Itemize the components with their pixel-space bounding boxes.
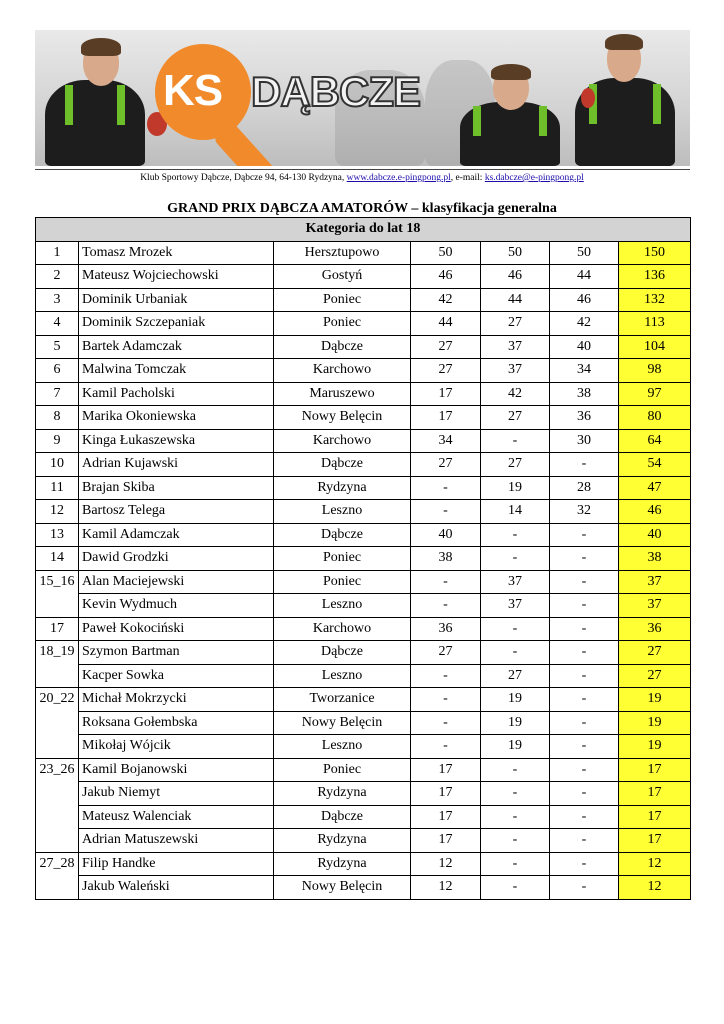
total-points-cell: 27 <box>619 664 691 688</box>
round-2-points-cell: - <box>481 876 550 900</box>
round-2-points-cell: 46 <box>481 265 550 289</box>
round-3-points-cell: - <box>550 758 619 782</box>
round-3-points-cell: - <box>550 594 619 618</box>
player-name-cell: Jakub Niemyt <box>79 782 274 806</box>
club-cell: Tworzanice <box>274 688 411 712</box>
round-1-points-cell: - <box>411 570 481 594</box>
round-2-points-cell: - <box>481 852 550 876</box>
round-1-points-cell: 27 <box>411 453 481 477</box>
player-name-cell: Szymon Bartman <box>79 641 274 665</box>
round-2-points-cell: 14 <box>481 500 550 524</box>
rank-cell <box>36 876 79 900</box>
total-points-cell: 136 <box>619 265 691 289</box>
round-1-points-cell: - <box>411 688 481 712</box>
rank-cell: 7 <box>36 382 79 406</box>
rank-cell: 6 <box>36 359 79 383</box>
player-name-cell: Roksana Gołembska <box>79 711 274 735</box>
club-cell: Poniec <box>274 547 411 571</box>
table-row <box>36 476 691 500</box>
logo-ks-text: KS <box>163 66 223 115</box>
club-cell: Leszno <box>274 735 411 759</box>
round-1-points-cell: 27 <box>411 335 481 359</box>
round-3-points-cell: - <box>550 453 619 477</box>
round-3-points-cell: - <box>550 782 619 806</box>
page-title: GRAND PRIX DĄBCZA AMATORÓW – klasyfikacja generalna <box>167 201 557 216</box>
total-points-cell: 19 <box>619 711 691 735</box>
round-3-points-cell: - <box>550 735 619 759</box>
round-3-points-cell: 34 <box>550 359 619 383</box>
total-points-cell: 46 <box>619 500 691 524</box>
table-row <box>36 547 691 571</box>
club-cell: Nowy Belęcin <box>274 711 411 735</box>
table-row <box>36 312 691 336</box>
round-3-points-cell: 44 <box>550 265 619 289</box>
round-2-points-cell: 37 <box>481 594 550 618</box>
player-name-cell: Adrian Kujawski <box>79 453 274 477</box>
total-points-cell: 17 <box>619 805 691 829</box>
results-body <box>36 241 691 899</box>
total-points-cell: 64 <box>619 429 691 453</box>
club-cell: Karchowo <box>274 359 411 383</box>
table-row <box>36 735 691 759</box>
player-name-cell: Kamil Bojanowski <box>79 758 274 782</box>
round-1-points-cell: 17 <box>411 406 481 430</box>
rank-cell: 3 <box>36 288 79 312</box>
round-3-points-cell: - <box>550 617 619 641</box>
club-cell: Dąbcze <box>274 641 411 665</box>
rank-cell: 9 <box>36 429 79 453</box>
player-name-cell: Dominik Urbaniak <box>79 288 274 312</box>
total-points-cell: 19 <box>619 735 691 759</box>
rank-cell: 11 <box>36 476 79 500</box>
category-header: Kategoria do lat 18 <box>36 218 691 242</box>
round-3-points-cell: 42 <box>550 312 619 336</box>
email-label: , e-mail: <box>450 173 485 183</box>
table-row <box>36 523 691 547</box>
round-3-points-cell: 40 <box>550 335 619 359</box>
round-1-points-cell: 17 <box>411 782 481 806</box>
round-2-points-cell: 37 <box>481 335 550 359</box>
round-2-points-cell: 50 <box>481 241 550 265</box>
player-name-cell: Brajan Skiba <box>79 476 274 500</box>
club-cell: Poniec <box>274 288 411 312</box>
round-2-points-cell: - <box>481 617 550 641</box>
round-2-points-cell: 27 <box>481 664 550 688</box>
club-cell: Nowy Belęcin <box>274 406 411 430</box>
player-name-cell: Mateusz Wojciechowski <box>79 265 274 289</box>
table-row <box>36 594 691 618</box>
club-cell: Dąbcze <box>274 523 411 547</box>
round-3-points-cell: 30 <box>550 429 619 453</box>
player-name-cell: Mateusz Walenciak <box>79 805 274 829</box>
table-row <box>36 688 691 712</box>
rank-cell: 4 <box>36 312 79 336</box>
table-row <box>36 500 691 524</box>
table-row <box>36 617 691 641</box>
round-1-points-cell: - <box>411 711 481 735</box>
club-cell: Leszno <box>274 500 411 524</box>
round-3-points-cell: - <box>550 523 619 547</box>
round-1-points-cell: 27 <box>411 641 481 665</box>
table-row <box>36 335 691 359</box>
round-3-points-cell: - <box>550 876 619 900</box>
table-row <box>36 711 691 735</box>
player-name-cell: Jakub Waleński <box>79 876 274 900</box>
rank-cell: 2 <box>36 265 79 289</box>
table-row <box>36 288 691 312</box>
table-row <box>36 852 691 876</box>
total-points-cell: 37 <box>619 594 691 618</box>
round-1-points-cell: - <box>411 594 481 618</box>
club-cell: Leszno <box>274 664 411 688</box>
table-row <box>36 758 691 782</box>
player-name-cell: Paweł Kokociński <box>79 617 274 641</box>
total-points-cell: 27 <box>619 641 691 665</box>
total-points-cell: 17 <box>619 829 691 853</box>
round-3-points-cell: 50 <box>550 241 619 265</box>
rank-cell: 5 <box>36 335 79 359</box>
table-row <box>36 241 691 265</box>
round-3-points-cell: 32 <box>550 500 619 524</box>
player-name-cell: Malwina Tomczak <box>79 359 274 383</box>
player-name-cell: Bartosz Telega <box>79 500 274 524</box>
round-3-points-cell: 36 <box>550 406 619 430</box>
rank-cell: 1 <box>36 241 79 265</box>
round-1-points-cell: 44 <box>411 312 481 336</box>
table-row <box>36 876 691 900</box>
round-1-points-cell: 50 <box>411 241 481 265</box>
round-1-points-cell: 40 <box>411 523 481 547</box>
rank-cell: 10 <box>36 453 79 477</box>
rank-cell <box>36 735 79 759</box>
website-link[interactable]: www.dabcze.e-pingpong.pl <box>346 173 451 183</box>
total-points-cell: 47 <box>619 476 691 500</box>
table-row <box>36 265 691 289</box>
round-1-points-cell: 17 <box>411 829 481 853</box>
round-1-points-cell: - <box>411 476 481 500</box>
total-points-cell: 12 <box>619 876 691 900</box>
rank-cell: 17 <box>36 617 79 641</box>
round-3-points-cell: - <box>550 547 619 571</box>
total-points-cell: 104 <box>619 335 691 359</box>
round-1-points-cell: - <box>411 735 481 759</box>
rank-cell <box>36 594 79 618</box>
player-name-cell: Marika Okoniewska <box>79 406 274 430</box>
total-points-cell: 37 <box>619 570 691 594</box>
table-row <box>36 641 691 665</box>
total-points-cell: 36 <box>619 617 691 641</box>
round-3-points-cell: - <box>550 829 619 853</box>
table-row <box>36 664 691 688</box>
round-2-points-cell: 37 <box>481 359 550 383</box>
total-points-cell: 97 <box>619 382 691 406</box>
player-name-cell: Tomasz Mrozek <box>79 241 274 265</box>
round-1-points-cell: 12 <box>411 876 481 900</box>
club-cell: Gostyń <box>274 265 411 289</box>
round-2-points-cell: - <box>481 641 550 665</box>
round-2-points-cell: - <box>481 758 550 782</box>
round-3-points-cell: - <box>550 688 619 712</box>
total-points-cell: 54 <box>619 453 691 477</box>
total-points-cell: 98 <box>619 359 691 383</box>
club-cell: Poniec <box>274 570 411 594</box>
logo-club-name: DĄBCZE <box>251 68 420 115</box>
club-cell: Leszno <box>274 594 411 618</box>
round-1-points-cell: 46 <box>411 265 481 289</box>
round-2-points-cell: 37 <box>481 570 550 594</box>
player-name-cell: Kevin Wydmuch <box>79 594 274 618</box>
player-name-cell: Kacper Sowka <box>79 664 274 688</box>
player-name-cell: Bartek Adamczak <box>79 335 274 359</box>
table-row <box>36 406 691 430</box>
player-name-cell: Dawid Grodzki <box>79 547 274 571</box>
rank-cell: 8 <box>36 406 79 430</box>
player-name-cell: Alan Maciejewski <box>79 570 274 594</box>
player-name-cell: Kamil Adamczak <box>79 523 274 547</box>
email-link[interactable]: ks.dabcze@e-pingpong.pl <box>484 173 584 183</box>
rank-cell: 27_28 <box>36 852 79 876</box>
total-points-cell: 150 <box>619 241 691 265</box>
round-3-points-cell: - <box>550 852 619 876</box>
rank-cell: 20_22 <box>36 688 79 712</box>
round-1-points-cell: 17 <box>411 382 481 406</box>
club-cell: Rydzyna <box>274 852 411 876</box>
rank-cell: 23_26 <box>36 758 79 782</box>
round-1-points-cell: 17 <box>411 805 481 829</box>
rank-cell: 12 <box>36 500 79 524</box>
table-row <box>36 570 691 594</box>
club-cell: Rydzyna <box>274 782 411 806</box>
rank-cell <box>36 664 79 688</box>
round-3-points-cell: 28 <box>550 476 619 500</box>
header-divider <box>35 169 690 170</box>
club-cell: Dąbcze <box>274 335 411 359</box>
round-3-points-cell: - <box>550 570 619 594</box>
round-3-points-cell: 38 <box>550 382 619 406</box>
total-points-cell: 80 <box>619 406 691 430</box>
round-2-points-cell: 19 <box>481 735 550 759</box>
paddle-icon <box>581 88 595 108</box>
rank-cell: 13 <box>36 523 79 547</box>
round-1-points-cell: 27 <box>411 359 481 383</box>
player-name-cell: Kamil Pacholski <box>79 382 274 406</box>
contact-address: Klub Sportowy Dąbcze, Dąbcze 94, 64-130 Rydzyna, <box>140 173 347 183</box>
rank-cell <box>36 829 79 853</box>
round-1-points-cell: 36 <box>411 617 481 641</box>
club-cell: Karchowo <box>274 617 411 641</box>
player-name-cell: Filip Handke <box>79 852 274 876</box>
round-3-points-cell: - <box>550 641 619 665</box>
club-cell: Dąbcze <box>274 453 411 477</box>
round-1-points-cell: 34 <box>411 429 481 453</box>
club-cell: Hersztupowo <box>274 241 411 265</box>
rank-cell: 18_19 <box>36 641 79 665</box>
round-1-points-cell: 42 <box>411 288 481 312</box>
round-2-points-cell: 27 <box>481 406 550 430</box>
round-2-points-cell: 42 <box>481 382 550 406</box>
total-points-cell: 132 <box>619 288 691 312</box>
club-cell: Poniec <box>274 758 411 782</box>
rank-cell <box>36 805 79 829</box>
club-cell: Rydzyna <box>274 476 411 500</box>
round-2-points-cell: 19 <box>481 476 550 500</box>
contact-line <box>0 172 724 184</box>
player-name-cell: Mikołaj Wójcik <box>79 735 274 759</box>
header-banner <box>35 30 690 166</box>
round-2-points-cell: - <box>481 429 550 453</box>
total-points-cell: 40 <box>619 523 691 547</box>
total-points-cell: 12 <box>619 852 691 876</box>
player-photo-middle <box>455 60 565 166</box>
total-points-cell: 113 <box>619 312 691 336</box>
club-cell: Karchowo <box>274 429 411 453</box>
rank-cell <box>36 782 79 806</box>
table-row <box>36 829 691 853</box>
rank-cell: 14 <box>36 547 79 571</box>
round-2-points-cell: 44 <box>481 288 550 312</box>
total-points-cell: 19 <box>619 688 691 712</box>
round-3-points-cell: 46 <box>550 288 619 312</box>
round-1-points-cell: 17 <box>411 758 481 782</box>
player-name-cell: Adrian Matuszewski <box>79 829 274 853</box>
total-points-cell: 17 <box>619 758 691 782</box>
rank-cell: 15_16 <box>36 570 79 594</box>
table-row <box>36 453 691 477</box>
club-cell: Poniec <box>274 312 411 336</box>
round-2-points-cell: - <box>481 782 550 806</box>
round-2-points-cell: 19 <box>481 688 550 712</box>
club-cell: Dąbcze <box>274 805 411 829</box>
round-3-points-cell: - <box>550 664 619 688</box>
round-1-points-cell: 38 <box>411 547 481 571</box>
round-2-points-cell: - <box>481 829 550 853</box>
table-row <box>36 382 691 406</box>
round-1-points-cell: - <box>411 500 481 524</box>
table-row <box>36 429 691 453</box>
table-row <box>36 359 691 383</box>
round-2-points-cell: - <box>481 523 550 547</box>
round-2-points-cell: - <box>481 805 550 829</box>
total-points-cell: 17 <box>619 782 691 806</box>
player-photo-left <box>45 30 155 166</box>
rank-cell <box>36 711 79 735</box>
table-row <box>36 805 691 829</box>
round-3-points-cell: - <box>550 711 619 735</box>
round-2-points-cell: - <box>481 547 550 571</box>
round-2-points-cell: 19 <box>481 711 550 735</box>
round-1-points-cell: - <box>411 664 481 688</box>
table-row <box>36 782 691 806</box>
club-cell: Nowy Belęcin <box>274 876 411 900</box>
round-3-points-cell: - <box>550 805 619 829</box>
club-cell: Maruszewo <box>274 382 411 406</box>
club-cell: Rydzyna <box>274 829 411 853</box>
player-name-cell: Kinga Łukaszewska <box>79 429 274 453</box>
round-2-points-cell: 27 <box>481 453 550 477</box>
player-name-cell: Michał Mokrzycki <box>79 688 274 712</box>
results-table <box>35 217 691 900</box>
round-1-points-cell: 12 <box>411 852 481 876</box>
round-2-points-cell: 27 <box>481 312 550 336</box>
total-points-cell: 38 <box>619 547 691 571</box>
player-name-cell: Dominik Szczepaniak <box>79 312 274 336</box>
